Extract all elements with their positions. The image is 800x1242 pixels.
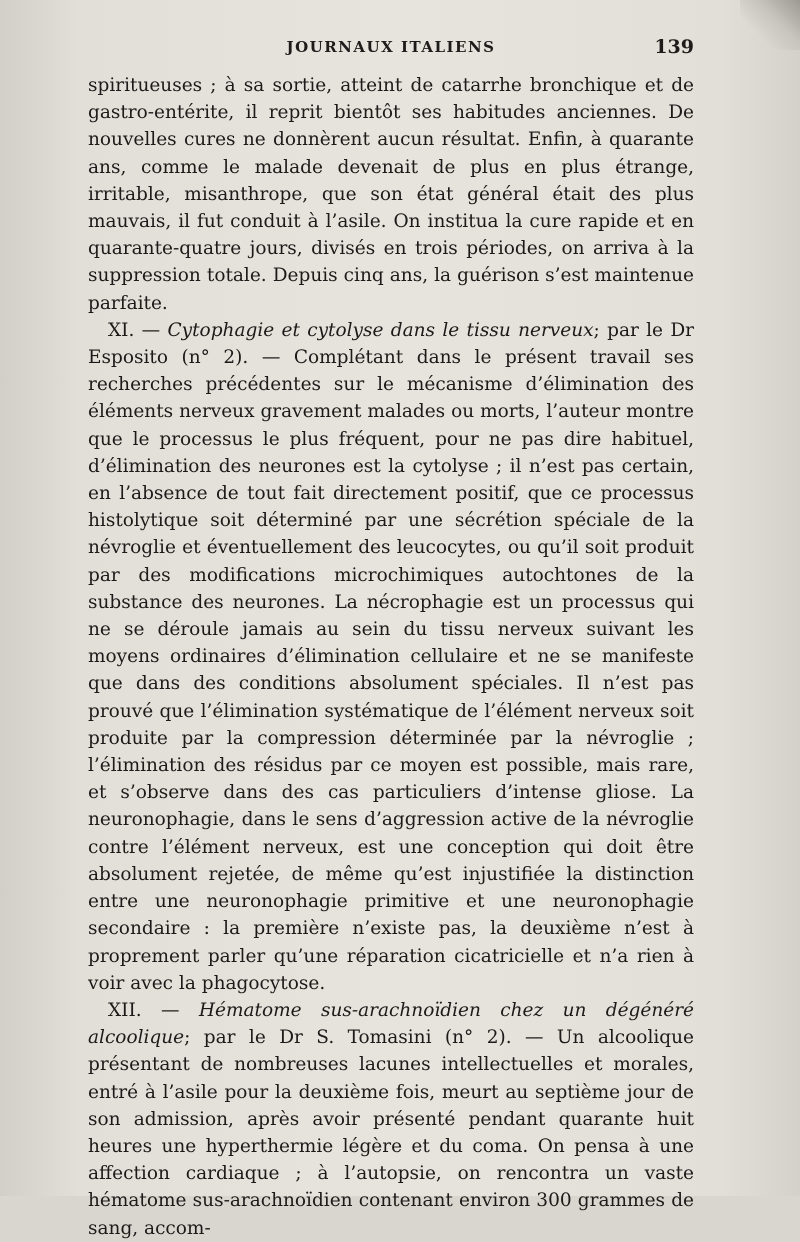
paragraph-section-xi	[88, 317, 694, 997]
paragraph-text: spiritueuses ; à sa sortie, atteint de catarrhe bronchique et de gastro-entérite, il reprit bientôt ses habitudes anciennes. De nouvelles cures ne donnèrent aucun résultat. Enfin, à quarante ans, comme le malade devenait de plus en plus étrange, irritable, misanthrope, que son état général était des plus mauvais, il fut conduit à l’asile. On institua la cure rapide et en quarante-quatre jours, divisés en trois périodes, on arriva à la suppression totale. Depuis cinq ans, la guérison s’est maintenue parfaite.	[88, 75, 694, 314]
section-number: XII. —	[108, 999, 180, 1021]
page-number: 139	[654, 36, 694, 58]
paragraph-section-xii	[88, 997, 694, 1242]
section-title: Hématome sus-arachnoïdien chez un dégénéré alcoolique	[88, 999, 694, 1049]
body-text	[88, 72, 694, 1242]
page-header	[88, 36, 694, 62]
section-number: XI. —	[108, 319, 161, 341]
paragraph-text: ; par le Dr Esposito (n° 2). — Complétant dans le présent travail ses recherches précédentes sur le mécanisme d’élimination des éléments nerveux gravement malades ou morts, l’auteur montre que le processus le plus fréquent, pour ne pas dire habituel, d’élimination des neurones est la cytolyse ; il n’est pas certain, en l’absence de tout fait directement positif, que ce processus histolytique soit déterminé par une sécrétion spéciale de la névroglie et éventuellement des leucocytes, ou qu’il soit produit par des modifications microchimiques autochtones de la substance des neurones. La nécrophagie est un processus qui ne se déroule jamais au sein du tissu nerveux suivant les moyens ordinaires d’élimination cellulaire et ne se manifeste que dans des conditions absolument spéciales. Il n’est pas prouvé que l’élimination systématique de l’élément nerveux soit produite par la compression déterminée par la névroglie ; l’élimination des résidus par ce moyen est possible, mais rare, et s’observe dans des cas particuliers d’intense gliose. La neuronophagie, dans le sens d’aggression active de la névroglie contre l’élément nerveux, est une conception qui doit être absolument rejetée, de même qu’est injustifiée la distinction entre une neuronophagie primitive et une neuronophagie secondaire : la première n’existe pas, la deuxième n’est à proprement parler qu’une réparation cicatricielle et n’a rien à voir avec la phagocytose.	[88, 319, 694, 994]
running-head: JOURNAUX ITALIENS	[286, 38, 496, 56]
paragraph-text: ; par le Dr S. Tomasini (n° 2). — Un alcoolique présentant de nombreuses lacunes intellectuelles et morales, entré à l’asile pour la deuxième fois, meurt au septième jour de son admission, après avoir présenté pendant quarante huit heures une hyperthermie légère et du coma. On pensa à une affection cardiaque ; à l’autopsie, on rencontra un vaste hématome sus-arachnoïdien contenant environ 300 grammes de sang, accom-	[88, 1027, 694, 1239]
paragraph-continuation	[88, 72, 694, 317]
section-title: Cytophagie et cytolyse dans le tissu nerveux	[167, 319, 594, 341]
page-corner-shadow	[740, 0, 800, 50]
